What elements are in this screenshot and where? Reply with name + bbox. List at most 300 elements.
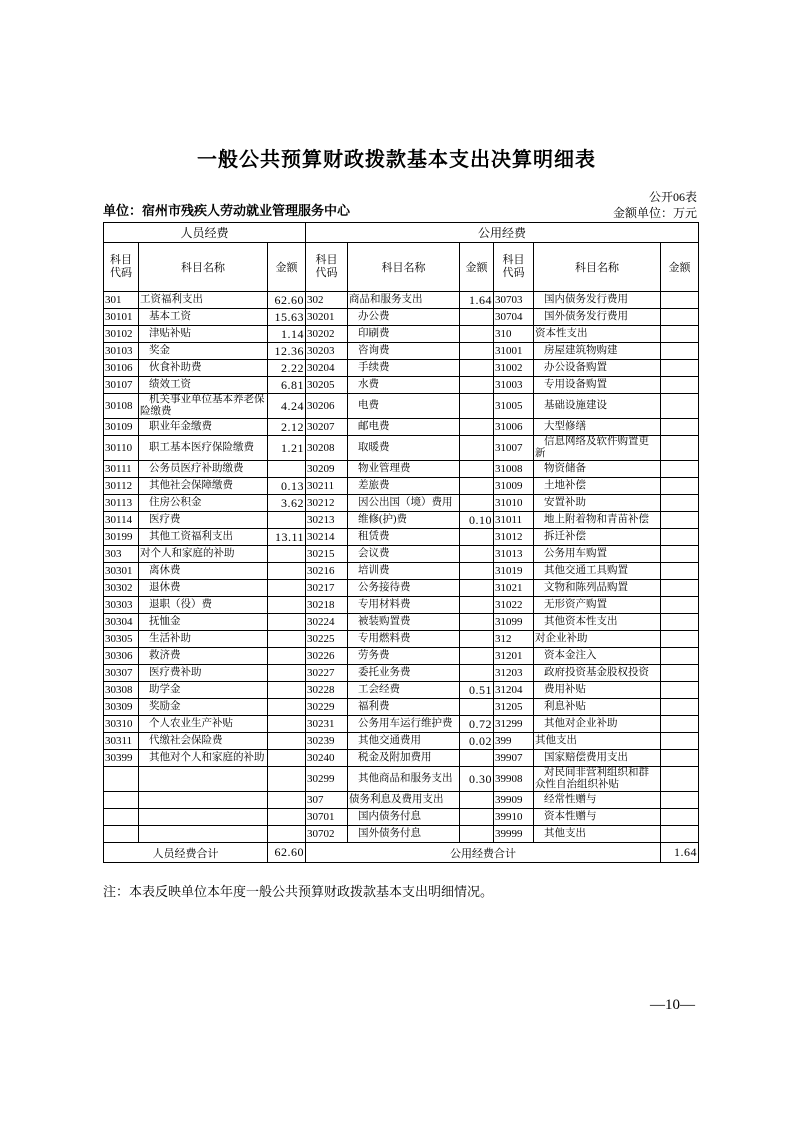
subject-name-cell: 文物和陈列品购置 [534,580,661,597]
table-row [104,809,699,826]
subject-name-cell: 对企业补助 [534,631,661,648]
subject-name-cell: 奖金 [139,343,268,360]
amount-cell [460,580,494,597]
subject-name-cell: 公务用车购置 [534,546,661,563]
subject-name-cell: 物资储备 [534,461,661,478]
amount-cell [268,546,306,563]
subject-name-cell: 委托业务费 [348,665,460,682]
amount-cell [661,580,699,597]
subject-code-cell: 30229 [306,699,348,716]
table-row [104,699,699,716]
table-row [104,614,699,631]
subject-name-cell: 国家赔偿费用支出 [534,750,661,767]
subject-name-cell: 机关事业单位基本养老保险缴费 [139,394,268,419]
amount-cell [268,512,306,529]
subject-code-cell: 30113 [104,495,139,512]
subject-code-cell: 31022 [494,597,534,614]
subject-code-cell: 30207 [306,419,348,436]
subject-name-cell: 商品和服务支出 [348,292,460,309]
subject-code-header [306,243,348,292]
subject-name-cell: 印刷费 [348,326,460,343]
subject-name-cell [139,767,268,792]
subject-name-cell: 邮电费 [348,419,460,436]
subject-name-cell: 工资福利支出 [139,292,268,309]
personnel-total-label: 人员经费合计 [104,843,268,863]
group-header-personnel: 人员经费 [104,223,306,243]
amount-cell [460,614,494,631]
subject-code-cell: 30204 [306,360,348,377]
subject-name-cell: 奖励金 [139,699,268,716]
subject-code-cell: 30704 [494,309,534,326]
table-row [104,360,699,377]
amount-cell [268,767,306,792]
subject-name-cell: 差旅费 [348,478,460,495]
table-row [104,377,699,394]
amount-cell [661,750,699,767]
amount-cell [268,750,306,767]
subject-code-cell [104,792,139,809]
amount-cell [268,648,306,665]
amount-cell [661,792,699,809]
subject-code-cell: 30205 [306,377,348,394]
subject-code-cell: 30103 [104,343,139,360]
subject-code-cell: 31009 [494,478,534,495]
amount-header: 金额 [460,243,494,292]
amount-cell [661,631,699,648]
amount-cell [460,563,494,580]
subject-name-cell: 劳务费 [348,648,460,665]
subject-name-cell: 职工基本医疗保险缴费 [139,436,268,461]
subject-code-cell: 31008 [494,461,534,478]
subject-code-cell: 30306 [104,648,139,665]
table-row [104,292,699,309]
amount-cell [460,478,494,495]
subject-code-cell: 30226 [306,648,348,665]
subject-name-cell: 其他资本性支出 [534,614,661,631]
subject-name-cell: 绩效工资 [139,377,268,394]
amount-cell [460,809,494,826]
subject-code-cell: 30224 [306,614,348,631]
subject-code-cell: 31019 [494,563,534,580]
subject-code-cell [104,809,139,826]
amount-cell [268,682,306,699]
subject-code-cell: 31203 [494,665,534,682]
amount-cell [661,767,699,792]
amount-cell [460,699,494,716]
subject-name-cell: 其他社会保障缴费 [139,478,268,495]
subject-code-cell: 30302 [104,580,139,597]
subject-code-cell: 302 [306,292,348,309]
table-row [104,665,699,682]
amount-cell [661,733,699,750]
subject-code-cell: 30215 [306,546,348,563]
subject-code-cell: 31007 [494,436,534,461]
page-title: 一般公共预算财政拨款基本支出决算明细表 [197,149,596,171]
subject-code-cell: 39908 [494,767,534,792]
amount-cell: 1.14 [268,326,306,343]
subject-name-cell: 生活补助 [139,631,268,648]
subject-code-cell: 39907 [494,750,534,767]
amount-cell: 0.30 [460,767,494,792]
subject-name-cell: 资本金注入 [534,648,661,665]
subject-code-cell: 30309 [104,699,139,716]
table-row [104,529,699,546]
subject-code-cell: 30203 [306,343,348,360]
amount-cell [460,665,494,682]
subject-code-cell: 31299 [494,716,534,733]
subject-name-cell: 房屋建筑物购建 [534,343,661,360]
subject-name-cell: 培训费 [348,563,460,580]
subject-code-header [104,243,139,292]
subject-name-cell: 个人农业生产补贴 [139,716,268,733]
amount-cell [661,343,699,360]
subject-code-cell: 30702 [306,826,348,843]
subject-code-header-text: 科目代码 [315,254,338,279]
subject-name-cell: 信息网络及软件购置更新 [534,436,661,461]
subject-name-cell: 伙食补助费 [139,360,268,377]
table-row [104,716,699,733]
subject-name-cell: 抚恤金 [139,614,268,631]
group-header-public: 公用经费 [306,223,699,243]
subject-code-cell: 30202 [306,326,348,343]
amount-cell [661,614,699,631]
subject-code-cell: 30114 [104,512,139,529]
subject-name-cell: 国外债务发行费用 [534,309,661,326]
amount-cell [268,614,306,631]
amount-cell [661,461,699,478]
subject-code-cell: 30305 [104,631,139,648]
subject-code-cell: 301 [104,292,139,309]
subject-name-cell: 国外债务付息 [348,826,460,843]
amount-cell [661,682,699,699]
amount-cell: 12.36 [268,343,306,360]
table-row [104,792,699,809]
amount-cell [268,597,306,614]
subject-code-cell: 30227 [306,665,348,682]
table-row [104,419,699,436]
subject-code-cell: 30399 [104,750,139,767]
amount-cell [661,377,699,394]
amount-cell [661,394,699,419]
public-total-label: 公用经费合计 [306,843,661,863]
subject-code-cell: 30107 [104,377,139,394]
subject-code-cell: 30216 [306,563,348,580]
subject-code-cell: 30218 [306,597,348,614]
subject-name-cell: 利息补贴 [534,699,661,716]
subject-name-cell: 退休费 [139,580,268,597]
subject-code-cell: 31002 [494,360,534,377]
subject-name-cell: 其他对个人和家庭的补助 [139,750,268,767]
table-footer [104,843,699,863]
amount-cell [460,529,494,546]
personnel-total-amount: 62.60 [268,843,306,863]
subject-name-cell: 因公出国（境）费用 [348,495,460,512]
subject-name-cell: 津贴补贴 [139,326,268,343]
subject-code-header-text: 科目代码 [110,254,132,279]
subject-name-cell: 会议费 [348,546,460,563]
amount-cell: 62.60 [268,292,306,309]
subject-name-cell: 助学金 [139,682,268,699]
amount-cell [661,546,699,563]
subject-code-cell: 399 [494,733,534,750]
subject-name-cell: 其他支出 [534,733,661,750]
subject-code-cell: 39910 [494,809,534,826]
amount-cell [268,792,306,809]
subject-code-cell: 31011 [494,512,534,529]
amount-cell [460,546,494,563]
subject-code-header-text: 科目代码 [502,254,525,279]
table-row [104,461,699,478]
subject-name-cell: 医疗费补助 [139,665,268,682]
unit-name: 单位：宿州市残疾人劳动就业管理服务中心 [103,203,351,218]
subject-name-cell: 租赁费 [348,529,460,546]
subject-name-header: 科目名称 [534,243,661,292]
subject-code-cell: 39909 [494,792,534,809]
amount-cell [661,529,699,546]
table-row [104,478,699,495]
amount-cell [460,394,494,419]
subject-code-cell: 30111 [104,461,139,478]
subject-name-cell: 国内债务付息 [348,809,460,826]
subject-name-cell: 住房公积金 [139,495,268,512]
amount-cell [460,495,494,512]
amount-cell [460,648,494,665]
subject-name-cell: 其他支出 [534,826,661,843]
amount-cell [460,419,494,436]
subject-code-cell: 31012 [494,529,534,546]
subject-name-cell: 离休费 [139,563,268,580]
subject-code-cell: 31003 [494,377,534,394]
amount-cell [460,377,494,394]
subject-code-cell: 31204 [494,682,534,699]
subject-code-cell: 30239 [306,733,348,750]
table-row [104,750,699,767]
subject-code-cell: 312 [494,631,534,648]
subject-name-cell: 费用补贴 [534,682,661,699]
subject-code-cell: 30201 [306,309,348,326]
table-row [104,394,699,419]
group-header-row [104,223,699,243]
subject-name-cell: 水费 [348,377,460,394]
subject-name-cell: 专用设备购置 [534,377,661,394]
subject-name-cell: 对民间非营利组织和群众性自治组织补贴 [534,767,661,792]
subject-name-cell: 退职（役）费 [139,597,268,614]
subject-name-cell: 资本性支出 [534,326,661,343]
subject-code-cell [104,826,139,843]
subject-code-cell: 30101 [104,309,139,326]
subject-name-cell: 公务用车运行维护费 [348,716,460,733]
amount-cell: 3.62 [268,495,306,512]
subject-code-cell: 30304 [104,614,139,631]
subject-code-cell: 31013 [494,546,534,563]
subject-name-cell [139,826,268,843]
table-row [104,343,699,360]
table-body [104,292,699,843]
amount-cell [460,750,494,767]
table-row [104,733,699,750]
amount-cell [661,826,699,843]
subject-code-cell: 31001 [494,343,534,360]
subject-name-cell: 电费 [348,394,460,419]
subject-code-cell: 30240 [306,750,348,767]
amount-unit-label: 金额单位：万元 [612,206,697,220]
amount-cell [661,360,699,377]
subject-code-cell: 31005 [494,394,534,419]
subject-code-cell: 30217 [306,580,348,597]
amount-header: 金额 [268,243,306,292]
amount-cell: 4.24 [268,394,306,419]
subject-code-cell: 30106 [104,360,139,377]
table-row [104,597,699,614]
amount-cell [661,512,699,529]
subject-code-cell: 30303 [104,597,139,614]
amount-cell: 15.63 [268,309,306,326]
subject-code-cell: 30112 [104,478,139,495]
amount-cell [661,326,699,343]
amount-cell [661,809,699,826]
page-number: —10— [650,997,695,1013]
subject-name-cell: 代缴社会保险费 [139,733,268,750]
subject-name-cell: 被装购置费 [348,614,460,631]
subject-name-header: 科目名称 [139,243,268,292]
subject-name-cell: 大型修缮 [534,419,661,436]
expenditure-table [103,222,699,863]
subject-code-cell: 30307 [104,665,139,682]
subject-code-cell: 30225 [306,631,348,648]
amount-cell [460,461,494,478]
subject-code-cell: 39999 [494,826,534,843]
table-row [104,309,699,326]
amount-cell [268,716,306,733]
subject-code-cell: 31201 [494,648,534,665]
subject-name-cell: 国内债务发行费用 [534,292,661,309]
amount-cell [661,648,699,665]
amount-cell [460,360,494,377]
amount-cell: 1.64 [460,292,494,309]
subject-name-cell: 手续费 [348,360,460,377]
column-header-row [104,243,699,292]
subject-name-cell: 办公费 [348,309,460,326]
subject-name-cell [139,792,268,809]
table-row [104,436,699,461]
subject-code-cell: 31205 [494,699,534,716]
public-total-amount: 1.64 [661,843,699,863]
amount-cell [661,495,699,512]
subject-name-cell: 政府投资基金股权投资 [534,665,661,682]
amount-cell [268,665,306,682]
amount-cell [460,826,494,843]
amount-cell [661,716,699,733]
subject-code-cell: 30231 [306,716,348,733]
subject-name-cell [139,809,268,826]
subject-name-cell: 无形资产购置 [534,597,661,614]
subject-code-cell: 30213 [306,512,348,529]
subject-name-cell: 救济费 [139,648,268,665]
subject-name-cell: 职业年金缴费 [139,419,268,436]
table-row [104,563,699,580]
amount-cell [460,597,494,614]
amount-cell [268,461,306,478]
subject-code-cell: 31010 [494,495,534,512]
table-row [104,648,699,665]
amount-cell: 0.72 [460,716,494,733]
amount-cell [460,326,494,343]
subject-code-header [494,243,534,292]
subject-code-cell: 307 [306,792,348,809]
table-row [104,326,699,343]
subject-name-cell: 基本工资 [139,309,268,326]
subject-code-cell: 310 [494,326,534,343]
amount-header: 金额 [661,243,699,292]
subject-code-cell: 30206 [306,394,348,419]
amount-cell: 6.81 [268,377,306,394]
subject-name-cell: 其他交通工具购置 [534,563,661,580]
amount-cell [661,665,699,682]
subject-code-cell: 30212 [306,495,348,512]
subject-code-cell: 30703 [494,292,534,309]
subject-code-cell: 30102 [104,326,139,343]
subject-name-cell: 经常性赠与 [534,792,661,809]
subject-name-cell: 物业管理费 [348,461,460,478]
amount-cell [661,699,699,716]
amount-cell [268,699,306,716]
amount-cell: 2.12 [268,419,306,436]
amount-cell [661,597,699,614]
amount-cell [661,309,699,326]
table-row [104,826,699,843]
table-note: 注：本表反映单位本年度一般公共预算财政拨款基本支出明细情况。 [103,884,494,899]
table-row [104,546,699,563]
subject-code-cell: 30301 [104,563,139,580]
totals-row [104,843,699,863]
subject-code-cell: 30108 [104,394,139,419]
subject-code-cell: 31006 [494,419,534,436]
table-row [104,580,699,597]
subject-name-cell: 工会经费 [348,682,460,699]
subject-name-cell: 咨询费 [348,343,460,360]
subject-code-cell: 303 [104,546,139,563]
amount-cell: 0.51 [460,682,494,699]
amount-cell: 13.11 [268,529,306,546]
subject-name-cell: 税金及附加费用 [348,750,460,767]
subject-name-header: 科目名称 [348,243,460,292]
subject-name-cell: 资本性赠与 [534,809,661,826]
amount-cell: 2.22 [268,360,306,377]
amount-cell: 1.21 [268,436,306,461]
subject-name-cell: 债务利息及费用支出 [348,792,460,809]
amount-cell [460,631,494,648]
amount-cell [460,436,494,461]
subject-name-cell: 其他工资福利支出 [139,529,268,546]
subject-name-cell: 拆迁补偿 [534,529,661,546]
subject-name-cell: 其他对企业补助 [534,716,661,733]
subject-code-cell: 30208 [306,436,348,461]
amount-cell: 0.02 [460,733,494,750]
subject-name-cell: 其他交通费用 [348,733,460,750]
amount-cell [268,631,306,648]
table-row [104,767,699,792]
subject-name-cell: 福利费 [348,699,460,716]
subject-name-cell: 取暖费 [348,436,460,461]
subject-code-cell: 30199 [104,529,139,546]
subject-code-cell: 30211 [306,478,348,495]
amount-cell [460,792,494,809]
subject-code-cell: 30214 [306,529,348,546]
amount-cell [268,826,306,843]
amount-cell [460,343,494,360]
subject-code-cell: 30299 [306,767,348,792]
amount-cell [661,436,699,461]
